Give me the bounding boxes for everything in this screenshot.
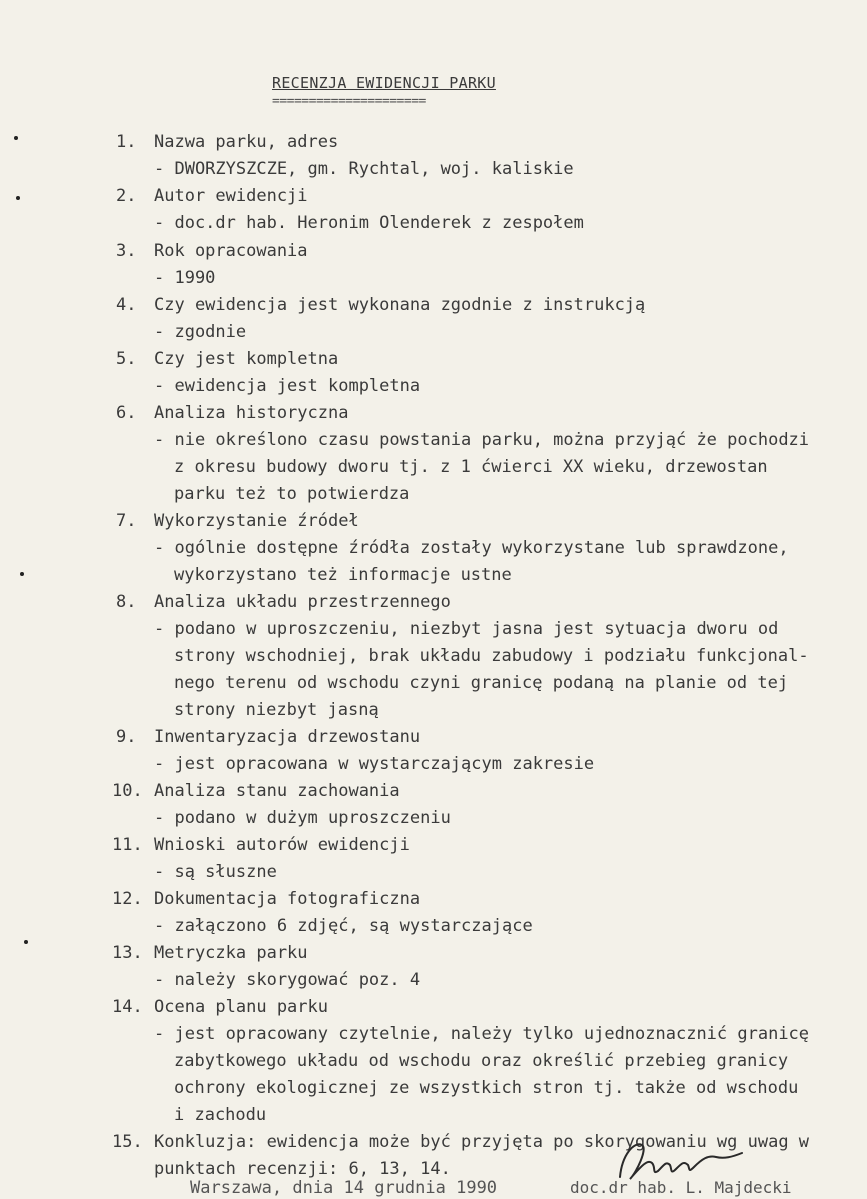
item-heading: Dokumentacja fotograficzna — [154, 889, 421, 909]
item-line: i zachodu — [174, 1105, 267, 1125]
item-line: - nie określono czasu powstania parku, można przyjąć że pochodzi — [154, 430, 810, 450]
item-heading: Metryczka parku — [154, 943, 308, 963]
item-number: 8. — [116, 592, 137, 612]
item-line: strony wschodniej, brak układu zabudowy i podziału funkcjonal- — [174, 646, 809, 666]
item-heading: Analiza układu przestrzennego — [154, 592, 451, 612]
item-line: parku też to potwierdza — [174, 484, 410, 504]
item-line: - ewidencja jest kompletna — [154, 376, 421, 396]
document-title: RECENZJA EWIDENCJI PARKU — [272, 74, 496, 92]
item-line: z okresu budowy dworu tj. z 1 ćwierci XX wieku, drzewostan — [174, 457, 768, 477]
item-number: 10. — [112, 781, 143, 801]
item-heading: Wykorzystanie źródeł — [154, 511, 359, 531]
margin-mark — [24, 940, 28, 944]
item-heading: Autor ewidencji — [154, 186, 308, 206]
item-line: ochrony ekologicznej ze wszystkich stron tj. także od wschodu — [174, 1078, 799, 1098]
item-line: - ogólnie dostępne źródła zostały wykorzystane lub sprawdzone, — [154, 538, 789, 558]
item-number: 7. — [116, 511, 137, 531]
item-line: - doc.dr hab. Heronim Olenderek z zespołem — [154, 213, 584, 233]
item-heading: Rok opracowania — [154, 241, 308, 261]
margin-mark — [20, 572, 24, 576]
item-line: - podano w uproszczeniu, niezbyt jasna jest sytuacja dworu od — [154, 619, 779, 639]
signature-line: doc.dr hab. L. Majdecki — [570, 1178, 792, 1197]
item-heading: Ocena planu parku — [154, 997, 328, 1017]
item-line: - 1990 — [154, 268, 216, 288]
item-line: - należy skorygować poz. 4 — [154, 970, 421, 990]
item-number: 15. — [112, 1132, 143, 1152]
item-line: - jest opracowana w wystarczającym zakresie — [154, 754, 595, 774]
margin-mark — [14, 136, 18, 140]
item-line: wykorzystano też informacje ustne — [174, 565, 512, 585]
item-number: 2. — [116, 186, 137, 206]
item-heading: Inwentaryzacja drzewostanu — [154, 727, 421, 747]
item-line: - zgodnie — [154, 322, 247, 342]
item-heading: Analiza stanu zachowania — [154, 781, 400, 801]
item-line: - jest opracowany czytelnie, należy tylko ujednoznacznić granicę — [154, 1024, 810, 1044]
item-heading: Czy jest kompletna — [154, 349, 339, 369]
item-number: 1. — [116, 132, 137, 152]
item-line: nego terenu od wschodu czyni granicę podaną na planie od tej — [174, 673, 789, 693]
item-line: - DWORZYSZCZE, gm. Rychtal, woj. kaliskie — [154, 159, 574, 179]
item-line: punktach recenzji: 6, 13, 14. — [154, 1159, 451, 1179]
item-number: 3. — [116, 241, 137, 261]
item-heading: Analiza historyczna — [154, 403, 349, 423]
title-underline: ===================== — [272, 94, 426, 109]
date-line: Warszawa, dnia 14 grudnia 1990 — [190, 1178, 498, 1198]
item-line: zabytkowego układu od wschodu oraz określić przebieg granicy — [174, 1051, 789, 1071]
item-number: 4. — [116, 295, 137, 315]
item-number: 9. — [116, 727, 137, 747]
item-heading: Czy ewidencja jest wykonana zgodnie z instrukcją — [154, 295, 646, 315]
item-number: 14. — [112, 997, 143, 1017]
item-heading: Konkluzja: ewidencja może być przyjęta po skorygowaniu wg uwag w — [154, 1132, 810, 1152]
item-line: - są słuszne — [154, 862, 277, 882]
margin-mark — [16, 196, 20, 200]
item-number: 5. — [116, 349, 137, 369]
item-number: 6. — [116, 403, 137, 423]
item-line: - załączono 6 zdjęć, są wystarczające — [154, 916, 533, 936]
item-line: strony niezbyt jasną — [174, 700, 379, 720]
item-number: 12. — [112, 889, 143, 909]
item-number: 13. — [112, 943, 143, 963]
handwritten-signature — [612, 1135, 752, 1190]
item-number: 11. — [112, 835, 143, 855]
item-heading: Nazwa parku, adres — [154, 132, 339, 152]
item-line: - podano w dużym uproszczeniu — [154, 808, 451, 828]
item-heading: Wnioski autorów ewidencji — [154, 835, 410, 855]
